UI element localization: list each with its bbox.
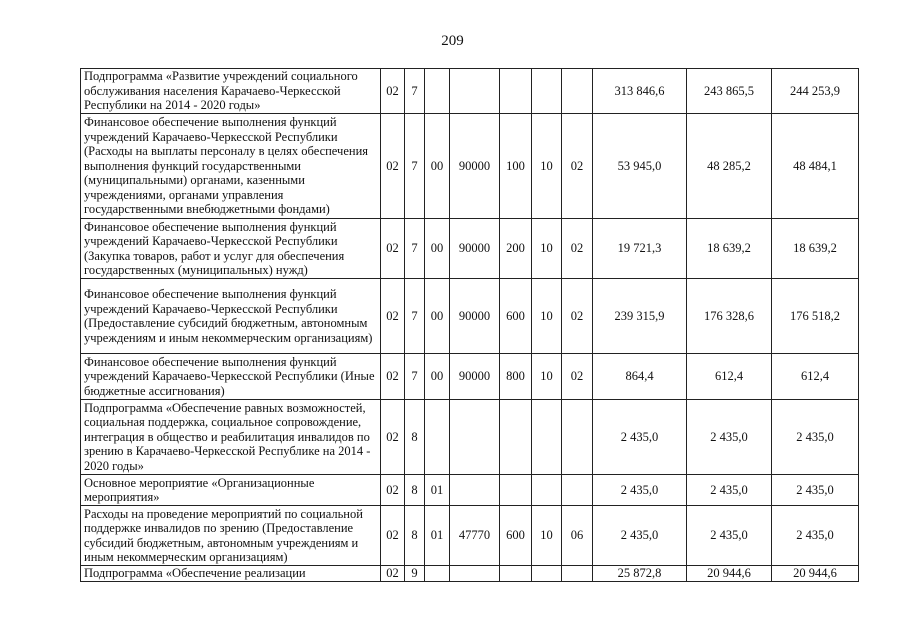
- table-row: [81, 114, 859, 219]
- code-cell: 01: [425, 475, 450, 506]
- code-cell: 10: [532, 114, 562, 219]
- code-cell: 90000: [450, 219, 500, 279]
- code-cell: [450, 566, 500, 582]
- code-cell: 8: [405, 506, 425, 566]
- code-cell: [532, 400, 562, 475]
- code-cell: 10: [532, 279, 562, 354]
- amount-cell: 244 253,9: [772, 69, 859, 114]
- amount-cell: 20 944,6: [772, 566, 859, 582]
- amount-cell: 176 518,2: [772, 279, 859, 354]
- amount-cell: 239 315,9: [593, 279, 687, 354]
- amount-cell: 20 944,6: [687, 566, 772, 582]
- table-row: [81, 354, 859, 400]
- code-cell: 7: [405, 219, 425, 279]
- code-cell: 7: [405, 114, 425, 219]
- row-description: Подпрограмма «Обеспечение реализации: [81, 566, 381, 582]
- code-cell: 10: [532, 354, 562, 400]
- budget-table: [80, 68, 859, 582]
- row-description: Финансовое обеспечение выполнения функций учреждений Карачаево-Черкесской Республики (Предоставление субсидий бюджетным, автономным учреждениям и иным некоммерческим организациям): [81, 279, 381, 354]
- code-cell: 00: [425, 219, 450, 279]
- code-cell: [450, 69, 500, 114]
- code-cell: 8: [405, 400, 425, 475]
- table-row: [81, 475, 859, 506]
- amount-cell: 2 435,0: [772, 475, 859, 506]
- amount-cell: 2 435,0: [593, 475, 687, 506]
- table-row: [81, 219, 859, 279]
- code-cell: 02: [562, 354, 593, 400]
- code-cell: 02: [562, 219, 593, 279]
- code-cell: [562, 566, 593, 582]
- code-cell: 02: [381, 69, 405, 114]
- row-description: Финансовое обеспечение выполнения функций учреждений Карачаево-Черкесской Республики (Расходы на выплаты персоналу в целях обеспечения выполнения функций государственными (муниципальными) органами, казенными учреждениями, органами управления государственными внебюджетными фондами): [81, 114, 381, 219]
- row-description: Финансовое обеспечение выполнения функций учреждений Карачаево-Черкесской Республики (Иные бюджетные ассигнования): [81, 354, 381, 400]
- code-cell: 02: [562, 279, 593, 354]
- code-cell: 02: [381, 566, 405, 582]
- code-cell: [500, 475, 532, 506]
- row-description: Подпрограмма «Обеспечение равных возможностей, социальная поддержка, социальное сопровождение, интеграция в общество и реабилитация инвалидов по зрению в Карачаево-Черкесской Республике на 2014 - 2020 годы»: [81, 400, 381, 475]
- code-cell: 600: [500, 506, 532, 566]
- table-row: [81, 69, 859, 114]
- code-cell: 100: [500, 114, 532, 219]
- amount-cell: 2 435,0: [772, 506, 859, 566]
- code-cell: 600: [500, 279, 532, 354]
- code-cell: 200: [500, 219, 532, 279]
- code-cell: 7: [405, 69, 425, 114]
- code-cell: 00: [425, 114, 450, 219]
- amount-cell: 864,4: [593, 354, 687, 400]
- amount-cell: 2 435,0: [772, 400, 859, 475]
- code-cell: [562, 69, 593, 114]
- code-cell: 02: [381, 114, 405, 219]
- code-cell: [532, 475, 562, 506]
- code-cell: [500, 566, 532, 582]
- amount-cell: 176 328,6: [687, 279, 772, 354]
- amount-cell: 2 435,0: [593, 400, 687, 475]
- code-cell: 02: [381, 400, 405, 475]
- code-cell: 06: [562, 506, 593, 566]
- row-description: Финансовое обеспечение выполнения функций учреждений Карачаево-Черкесской Республики (Закупка товаров, работ и услуг для обеспечения государственных (муниципальных) нужд): [81, 219, 381, 279]
- code-cell: 90000: [450, 279, 500, 354]
- code-cell: 10: [532, 219, 562, 279]
- amount-cell: 2 435,0: [687, 475, 772, 506]
- code-cell: 01: [425, 506, 450, 566]
- amount-cell: 2 435,0: [687, 400, 772, 475]
- amount-cell: 2 435,0: [593, 506, 687, 566]
- page-number: 209: [441, 33, 464, 49]
- amount-cell: 25 872,8: [593, 566, 687, 582]
- code-cell: 7: [405, 279, 425, 354]
- code-cell: 02: [381, 475, 405, 506]
- code-cell: 02: [381, 279, 405, 354]
- amount-cell: 19 721,3: [593, 219, 687, 279]
- table-row: [81, 279, 859, 354]
- code-cell: [425, 400, 450, 475]
- row-description: Подпрограмма «Развитие учреждений социального обслуживания населения Карачаево-Черкесской Республики на 2014 - 2020 годы»: [81, 69, 381, 114]
- amount-cell: 48 484,1: [772, 114, 859, 219]
- code-cell: [425, 69, 450, 114]
- amount-cell: 243 865,5: [687, 69, 772, 114]
- amount-cell: 18 639,2: [772, 219, 859, 279]
- code-cell: [532, 69, 562, 114]
- table-row: [81, 400, 859, 475]
- code-cell: 02: [381, 354, 405, 400]
- amount-cell: 53 945,0: [593, 114, 687, 219]
- code-cell: 47770: [450, 506, 500, 566]
- amount-cell: 18 639,2: [687, 219, 772, 279]
- code-cell: 800: [500, 354, 532, 400]
- amount-cell: 612,4: [687, 354, 772, 400]
- amount-cell: 2 435,0: [687, 506, 772, 566]
- code-cell: [562, 400, 593, 475]
- code-cell: [450, 400, 500, 475]
- code-cell: [532, 566, 562, 582]
- code-cell: 02: [562, 114, 593, 219]
- code-cell: 02: [381, 219, 405, 279]
- code-cell: 00: [425, 279, 450, 354]
- code-cell: [500, 400, 532, 475]
- table-row: [81, 506, 859, 566]
- code-cell: 02: [381, 506, 405, 566]
- code-cell: [450, 475, 500, 506]
- code-cell: 90000: [450, 114, 500, 219]
- code-cell: [425, 566, 450, 582]
- code-cell: 8: [405, 475, 425, 506]
- amount-cell: 48 285,2: [687, 114, 772, 219]
- code-cell: 90000: [450, 354, 500, 400]
- code-cell: 9: [405, 566, 425, 582]
- row-description: Основное мероприятие «Организационные мероприятия»: [81, 475, 381, 506]
- code-cell: [500, 69, 532, 114]
- amount-cell: 612,4: [772, 354, 859, 400]
- code-cell: 00: [425, 354, 450, 400]
- code-cell: 10: [532, 506, 562, 566]
- amount-cell: 313 846,6: [593, 69, 687, 114]
- code-cell: 7: [405, 354, 425, 400]
- table-row: [81, 566, 859, 582]
- code-cell: [562, 475, 593, 506]
- row-description: Расходы на проведение мероприятий по социальной поддержке инвалидов по зрению (Предоставление субсидий бюджетным, автономным учреждениям и иным некоммерческим организациям): [81, 506, 381, 566]
